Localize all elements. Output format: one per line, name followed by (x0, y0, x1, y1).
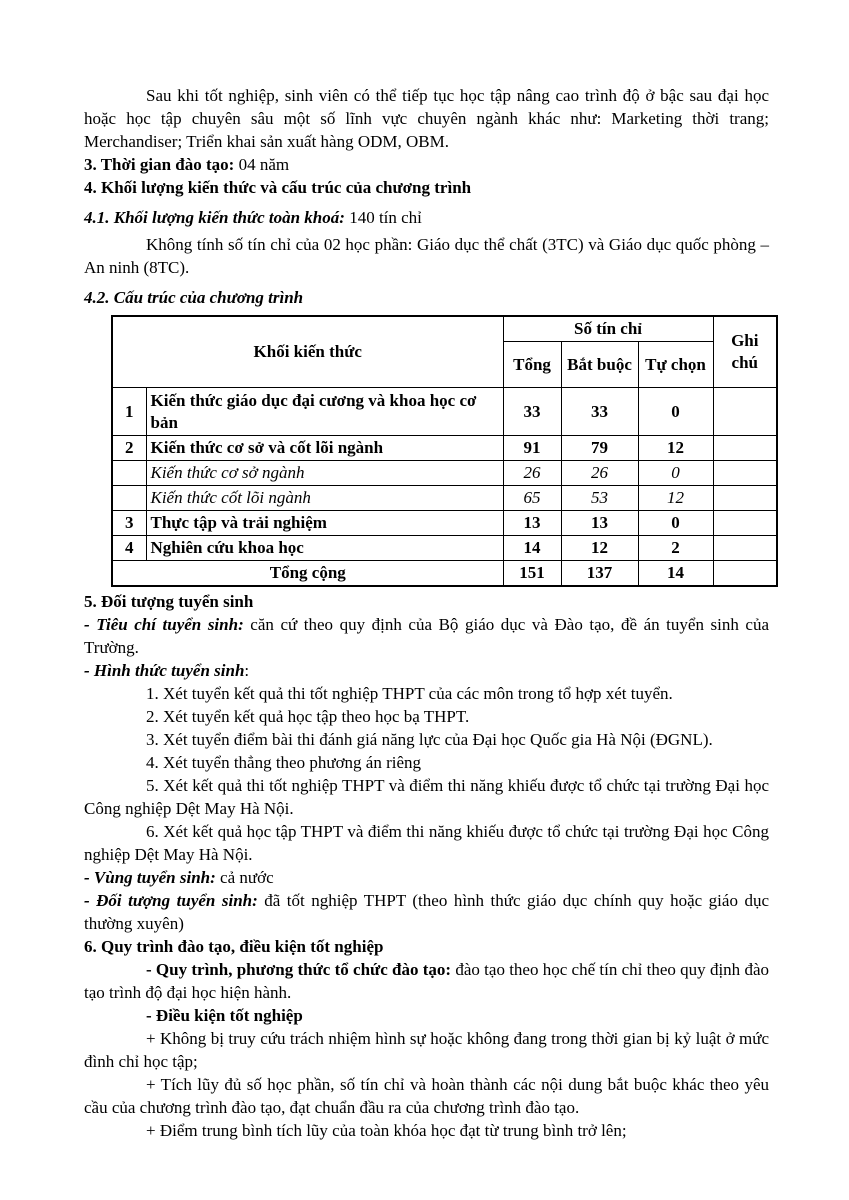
table-header-row-1 (112, 316, 777, 342)
method-item: 4. Xét tuyển thẳng theo phương án riêng (146, 753, 422, 772)
process-text: đào tạo theo học chế tín chỉ theo quy định đào tạo trình độ đại học hiện hành. (84, 960, 769, 1002)
cell-total: 65 (503, 486, 561, 511)
header-credits: Số tín chỉ (503, 316, 713, 342)
cell-name: Kiến thức cốt lõi ngành (146, 486, 503, 511)
header-block: Khối kiến thức (112, 316, 503, 388)
cell-name: Kiến thức cơ sở ngành (146, 461, 503, 486)
cell-note (713, 388, 777, 436)
section-4-2-heading: 4.2. Cấu trúc của chương trình (84, 288, 304, 307)
cell-total: 14 (503, 536, 561, 561)
header-total: Tổng (503, 342, 561, 388)
cell-required: 53 (561, 486, 638, 511)
cell-total: 151 (503, 561, 561, 587)
table-row (112, 436, 777, 461)
section-5-heading: 5. Đối tượng tuyển sinh (84, 592, 254, 611)
cell-name: Kiến thức cơ sở và cốt lõi ngành (146, 436, 503, 461)
method-colon: : (244, 661, 250, 680)
cell-no: 4 (112, 536, 146, 561)
table-subrow (112, 486, 777, 511)
cell-note (713, 561, 777, 587)
subject-text: đã tốt nghiệp THPT (theo hình thức giáo dục chính quy hoặc giáo dục thường xuyên) (84, 891, 769, 933)
header-notes: Ghi chú (713, 316, 777, 388)
table-row (112, 511, 777, 536)
cell-no: 2 (112, 436, 146, 461)
cell-total: 26 (503, 461, 561, 486)
cell-total: 13 (503, 511, 561, 536)
graduation-heading: - Điều kiện tốt nghiệp (146, 1006, 303, 1025)
cell-total: 91 (503, 436, 561, 461)
cell-note (713, 486, 777, 511)
cell-total-label: Tổng cộng (112, 561, 503, 587)
process-paragraph (84, 958, 769, 1004)
cell-elective: 0 (638, 388, 713, 436)
cell-no: 3 (112, 511, 146, 536)
region-text: cả nước (215, 868, 274, 887)
section-4-1-heading (84, 206, 769, 229)
method-label: - Hình thức tuyển sinh (84, 661, 245, 680)
condition-item: + Điểm trung bình tích lũy của toàn khóa học đạt từ trung bình trở lên; (146, 1121, 627, 1140)
intro-paragraph: Sau khi tốt nghiệp, sinh viên có thể tiếp tục học tập nâng cao trình độ ở bậc sau đại học hoặc học tập chuyên sâu một số lĩnh vực chuyên ngành khác như: Marketing thời trang; Merchandiser; Triển khai sản xuất hàng ODM, OBM. (84, 86, 769, 151)
section-3-heading (84, 153, 769, 176)
subject-label: - Đối tượng tuyển sinh: (84, 891, 258, 910)
table-total-row (112, 561, 777, 587)
cell-no (112, 486, 146, 511)
method-item: 2. Xét tuyển kết quả học tập theo học bạ THPT. (146, 707, 470, 726)
method-item: 6. Xét kết quả học tập THPT và điểm thi năng khiếu được tổ chức tại trường Đại học Công nghiệp Dệt May Hà Nội. (84, 822, 769, 864)
cell-name: Nghiên cứu khoa học (146, 536, 503, 561)
cell-required: 33 (561, 388, 638, 436)
cell-name: Kiến thức giáo dục đại cương và khoa học cơ bản (146, 388, 503, 436)
cell-note (713, 536, 777, 561)
table-row (112, 388, 777, 436)
cell-elective: 12 (638, 436, 713, 461)
criteria-text: căn cứ theo quy định của Bộ giáo dục và Đào tạo, đề án tuyển sinh của Trường. (84, 615, 769, 657)
cell-required: 79 (561, 436, 638, 461)
section-3-label: 3. Thời gian đào tạo: (84, 155, 235, 174)
cell-required: 13 (561, 511, 638, 536)
method-item: 1. Xét tuyển kết quả thi tốt nghiệp THPT của các môn trong tổ hợp xét tuyển. (146, 684, 673, 703)
cell-elective: 0 (638, 511, 713, 536)
method-item: 3. Xét tuyển điểm bài thi đánh giá năng lực của Đại học Quốc gia Hà Nội (ĐGNL). (146, 730, 713, 749)
section-6-heading: 6. Quy trình đào tạo, điều kiện tốt nghiệp (84, 937, 384, 956)
criteria-label: - Tiêu chí tuyển sinh: (84, 615, 244, 634)
section-4-1-label: 4.1. Khối lượng kiến thức toàn khoá: (84, 208, 345, 227)
condition-item: + Tích lũy đủ số học phần, số tín chỉ và hoàn thành các nội dung bắt buộc khác theo yêu cầu của chương trình đào tạo, đạt chuẩn đầu ra của chương trình đào tạo. (84, 1075, 769, 1117)
cell-name: Thực tập và trải nghiệm (146, 511, 503, 536)
cell-note (713, 436, 777, 461)
subject-paragraph (84, 889, 769, 935)
table-row (112, 536, 777, 561)
cell-required: 137 (561, 561, 638, 587)
section-3-value: 04 năm (234, 155, 290, 174)
cell-note (713, 461, 777, 486)
cell-elective: 2 (638, 536, 713, 561)
cell-note (713, 511, 777, 536)
region-paragraph (84, 866, 769, 889)
method-item: 5. Xét kết quả thi tốt nghiệp THPT và điểm thi năng khiếu được tổ chức tại trường Đại học Công nghiệp Dệt May Hà Nội. (84, 776, 769, 818)
section-4-heading: 4. Khối lượng kiến thức và cấu trúc của chương trình (84, 178, 472, 197)
cell-no (112, 461, 146, 486)
section-4-1-value: 140 tín chỉ (344, 208, 422, 227)
cell-required: 26 (561, 461, 638, 486)
cell-elective: 14 (638, 561, 713, 587)
header-elective: Tự chọn (638, 342, 713, 388)
region-label: - Vùng tuyển sinh: (84, 868, 216, 887)
cell-elective: 12 (638, 486, 713, 511)
cell-total: 33 (503, 388, 561, 436)
criteria-paragraph (84, 613, 769, 659)
credit-structure-table (111, 315, 778, 587)
cell-no: 1 (112, 388, 146, 436)
cell-required: 12 (561, 536, 638, 561)
condition-item: + Không bị truy cứu trách nhiệm hình sự hoặc không đang trong thời gian bị kỷ luật ở mức đình chỉ học tập; (84, 1029, 769, 1071)
cell-elective: 0 (638, 461, 713, 486)
method-heading (84, 659, 769, 682)
header-required: Bắt buộc (561, 342, 638, 388)
table-subrow (112, 461, 777, 486)
section-4-1-note: Không tính số tín chỉ của 02 học phần: Giáo dục thể chất (3TC) và Giáo dục quốc phòng – An ninh (8TC). (84, 235, 769, 277)
process-label: - Quy trình, phương thức tổ chức đào tạo: (146, 960, 452, 979)
